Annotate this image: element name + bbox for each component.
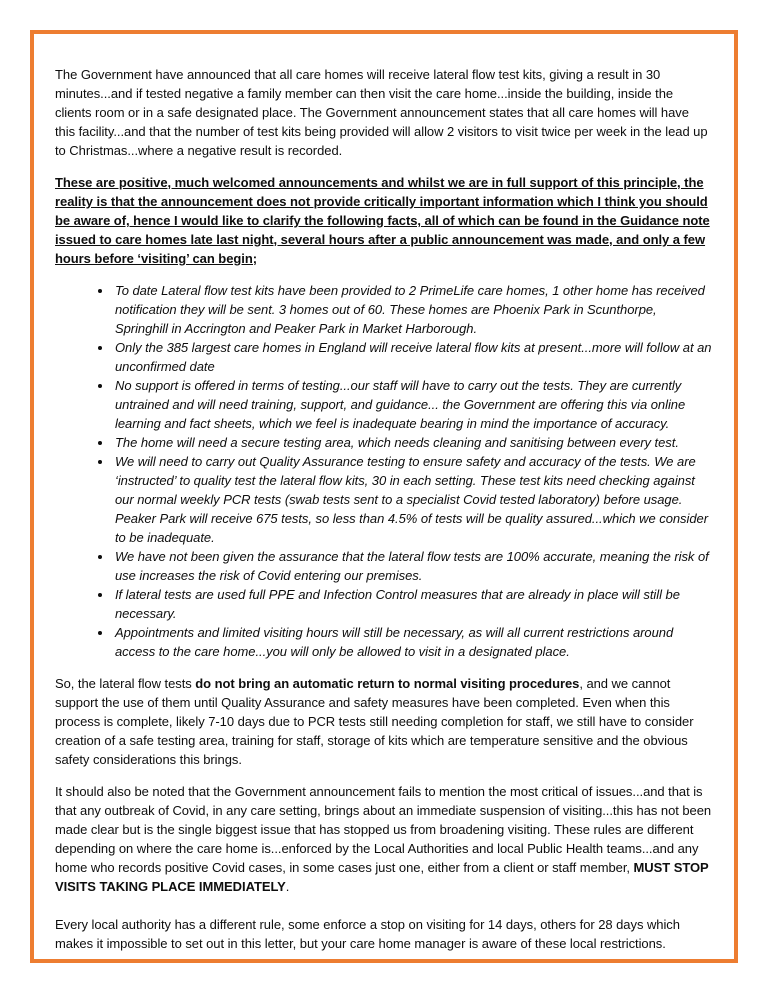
paragraph-clarification: These are positive, much welcomed announcements and whilst we are in full support of this principle, the reality is that the announcement does not provide critically important information which I think you should be aware of, hence I would like to clarify the following facts, all of which can be found in the Guidance note issued to care homes late last night, several hours after a public announcement was made, and only a few hours before ‘visiting’ can begin;	[55, 175, 710, 266]
bullet-item-secure-testing-area: • The home will need a secure testing area, which needs cleaning and sanitising between every test.	[113, 433, 712, 452]
paragraph-announcement: The Government have announced that all care homes will receive lateral flow test kits, giving a result in 30 minutes...and if tested negative a family member can then visit the care home...inside the building, inside the clients room or in a safe designated place. The Government announcement states that all care homes will have this facility...and that the number of test kits being provided will allow 2 visitors to visit twice per week in the lead up to Christmas...where a negative result is recorded.	[55, 67, 708, 158]
bullet-item-385-largest-homes: • Only the 385 largest care homes in England will receive lateral flow kits at present...more will follow at an unconfirmed date	[113, 338, 712, 376]
paragraph-summary	[55, 674, 712, 769]
paragraph-critical-issues	[55, 782, 712, 896]
critical-text-pre: It should also be noted that the Government announcement fails to mention the most critical of issues...and that is that any outbreak of Covid, in any care setting, brings about an immediate suspension of visiting...this has not been made clear but is the single biggest issue that has stopped us from broadening visiting. These rules are different depending on where the care home is...enforced by the Local Authorities and local Public Health teams...and any home who records positive Covid cases, in some cases just one, either from a client or staff member,	[55, 784, 712, 875]
bullet-item-test-kits-provided: • To date Lateral flow test kits have been provided to 2 PrimeLife care homes, 1 other home has received notification they will be sent. 3 homes out of 60. These homes are Phoenix Park in Scunthorpe, Springhill in Accrington and Peaker Park in Market Harborough.	[113, 281, 712, 338]
critical-text-bold: MUST STOP VISITS TAKING PLACE IMMEDIATELY	[55, 860, 709, 894]
bullet-item-ppe-infection-control: • If lateral tests are used full PPE and Infection Control measures that are already in place will still be necessary.	[113, 585, 712, 623]
paragraph-local-rules: Every local authority has a different rule, some enforce a stop on visiting for 14 days, others for 28 days which makes it impossible to set out in this letter, but your care home manager is aware of these local restrictions.	[55, 917, 680, 951]
bullet-item-no-support: • No support is offered in terms of testing...our staff will have to carry out the tests. They are currently untrained and will need training, support, and guidance... the Government are offering this via online learning and fact sheets, which we feel is inadequate bearing in mind the importance of accuracy.	[113, 376, 712, 433]
letter-body	[34, 34, 734, 959]
bullet-item-appointments: • Appointments and limited visiting hours will still be necessary, as will all current restrictions around access to the care home...you will only be allowed to visit in a designated place.	[113, 623, 712, 661]
summary-text-bold: do not bring an automatic return to normal visiting procedures	[195, 676, 580, 691]
summary-text-post: , and we cannot support the use of them until Quality Assurance and safety measures have been completed. Even when this process is complete, likely 7-10 days due to PCR tests still needing completion for staff, we still have to consider creation of a safe testing area, training for staff, storage of kits which are temperature sensitive and the obvious safety considerations this brings.	[55, 676, 694, 767]
facts-bullet-list	[55, 281, 712, 661]
bullet-item-accuracy-assurance: • We have not been given the assurance that the lateral flow tests are 100% accurate, meaning the risk of use increases the risk of Covid entering our premises.	[113, 547, 712, 585]
critical-text-post: .	[285, 879, 290, 894]
page-border-frame	[30, 30, 738, 963]
bullet-item-quality-assurance: • We will need to carry out Quality Assurance testing to ensure safety and accuracy of the tests. We are ‘instructed’ to quality test the lateral flow kits, 30 in each setting. These test kits need checking against our normal weekly PCR tests (swab tests sent to a specialist Covid tested laboratory) before usage. Peaker Park will receive 675 tests, so less than 4.5% of tests will be quality assured...which we consider to be inadequate.	[113, 452, 712, 547]
summary-text-pre: So, the lateral flow tests	[55, 676, 196, 691]
